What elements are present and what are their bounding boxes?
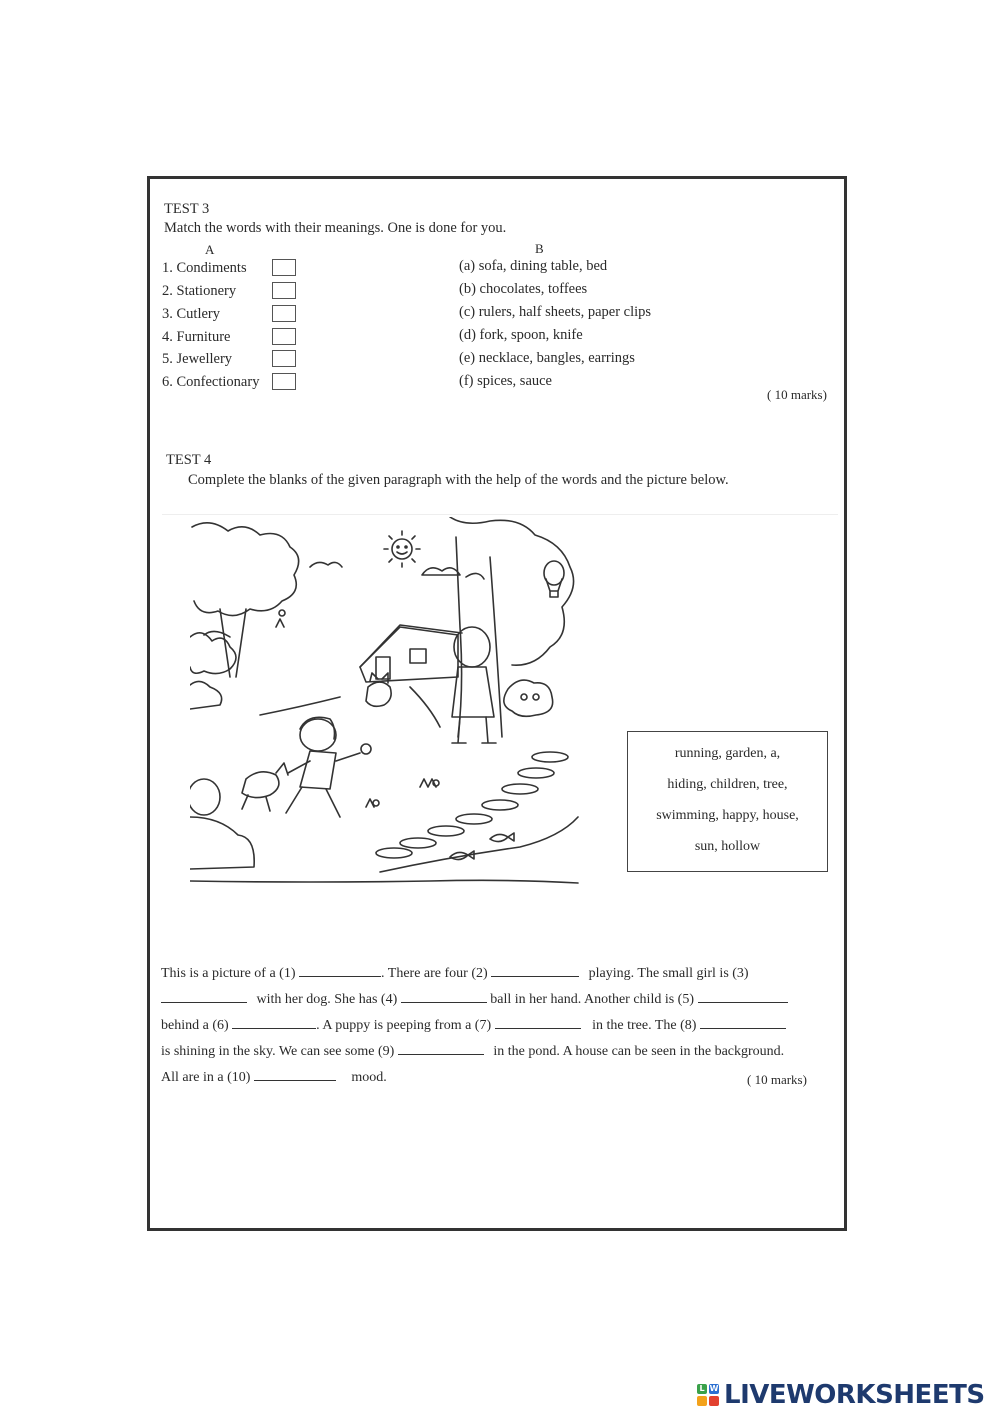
blank-7[interactable]: [495, 1017, 581, 1029]
blank-4[interactable]: [401, 991, 487, 1003]
blank-6[interactable]: [232, 1017, 316, 1029]
paragraph-line-2: [161, 991, 841, 1008]
column-b-item-c: (c) rulers, half sheets, paper clips: [459, 304, 652, 320]
para-text: . A puppy is peeping from a (7): [316, 1018, 492, 1033]
column-a-item-1: 1. Condiments: [162, 260, 247, 276]
test3-instruction: Match the words with their meanings. One is done for you.: [164, 220, 507, 236]
para-text: mood.: [351, 1070, 387, 1085]
logo-mark-tile: L: [697, 1384, 707, 1394]
para-text: All are in a (10): [161, 1070, 251, 1085]
divider: [162, 514, 838, 515]
column-b-item-a: (a) sofa, dining table, bed: [459, 258, 608, 274]
liveworksheets-logo: [697, 1380, 985, 1410]
column-b-header: B: [535, 241, 544, 256]
para-text: is shining in the sky. We can see some (9): [161, 1044, 395, 1059]
answer-box-5[interactable]: [272, 350, 296, 367]
blank-2[interactable]: [491, 965, 579, 977]
test3-marks: ( 10 marks): [767, 387, 827, 402]
logo-text: LIVEWORKSHEETS: [724, 1380, 985, 1410]
answer-box-3[interactable]: [272, 305, 296, 322]
para-text: in the tree. The (8): [592, 1018, 697, 1033]
logo-mark-icon: [697, 1384, 719, 1406]
word-bank-line-1: running, garden, a,: [674, 746, 781, 761]
word-bank-line-2: hiding, children, tree,: [667, 777, 788, 792]
paragraph-line-3: [161, 1017, 841, 1034]
blank-10[interactable]: [254, 1069, 336, 1081]
column-b-item-f: (f) spices, sauce: [459, 373, 552, 389]
answer-box-6[interactable]: [272, 373, 296, 390]
blank-3[interactable]: [161, 991, 247, 1003]
word-bank: [627, 731, 828, 872]
column-b-item-b: (b) chocolates, toffees: [459, 281, 588, 297]
column-b-item-d: (d) fork, spoon, knife: [459, 327, 583, 343]
para-text: with her dog. She has (4): [256, 992, 398, 1007]
paragraph-line-1: [161, 965, 841, 982]
column-a-item-4: 4. Furniture: [162, 329, 231, 345]
column-a-item-5: 5. Jewellery: [162, 351, 233, 367]
blank-1[interactable]: [299, 965, 381, 977]
para-text: ball in her hand. Another child is (5): [490, 992, 694, 1007]
logo-mark-tile: [697, 1396, 707, 1406]
para-text: playing. The small girl is (3): [588, 966, 749, 981]
column-a-item-6: 6. Confectionary: [162, 374, 260, 390]
blank-9[interactable]: [398, 1043, 484, 1055]
test4-marks: ( 10 marks): [747, 1072, 807, 1087]
word-bank-line-3: swimming, happy, house,: [656, 808, 799, 823]
column-b-item-e: (e) necklace, bangles, earrings: [459, 350, 635, 366]
answer-box-4[interactable]: [272, 328, 296, 345]
column-a-item-2: 2. Stationery: [162, 283, 237, 299]
paragraph-line-4: [161, 1043, 841, 1060]
park-scene-illustration: [190, 517, 580, 889]
answer-box-1[interactable]: [272, 259, 296, 276]
para-text: behind a (6): [161, 1018, 229, 1033]
para-text: in the pond. A house can be seen in the background.: [493, 1044, 785, 1059]
test4-instruction: Complete the blanks of the given paragraph with the help of the words and the picture below.: [188, 472, 729, 488]
column-a-header: A: [205, 242, 215, 257]
blank-8[interactable]: [700, 1017, 786, 1029]
logo-mark-tile: [709, 1396, 719, 1406]
para-text: This is a picture of a (1): [161, 966, 296, 981]
test4-title: TEST 4: [166, 452, 212, 468]
blank-5[interactable]: [698, 991, 788, 1003]
word-bank-line-4: sun, hollow: [694, 839, 761, 854]
answer-box-2[interactable]: [272, 282, 296, 299]
test3-title: TEST 3: [164, 201, 210, 217]
worksheet-page: [147, 176, 847, 1231]
paragraph-line-5: [161, 1069, 841, 1086]
para-text: . There are four (2): [381, 966, 488, 981]
column-a-item-3: 3. Cutlery: [162, 306, 220, 322]
logo-mark-tile: W: [709, 1384, 719, 1393]
